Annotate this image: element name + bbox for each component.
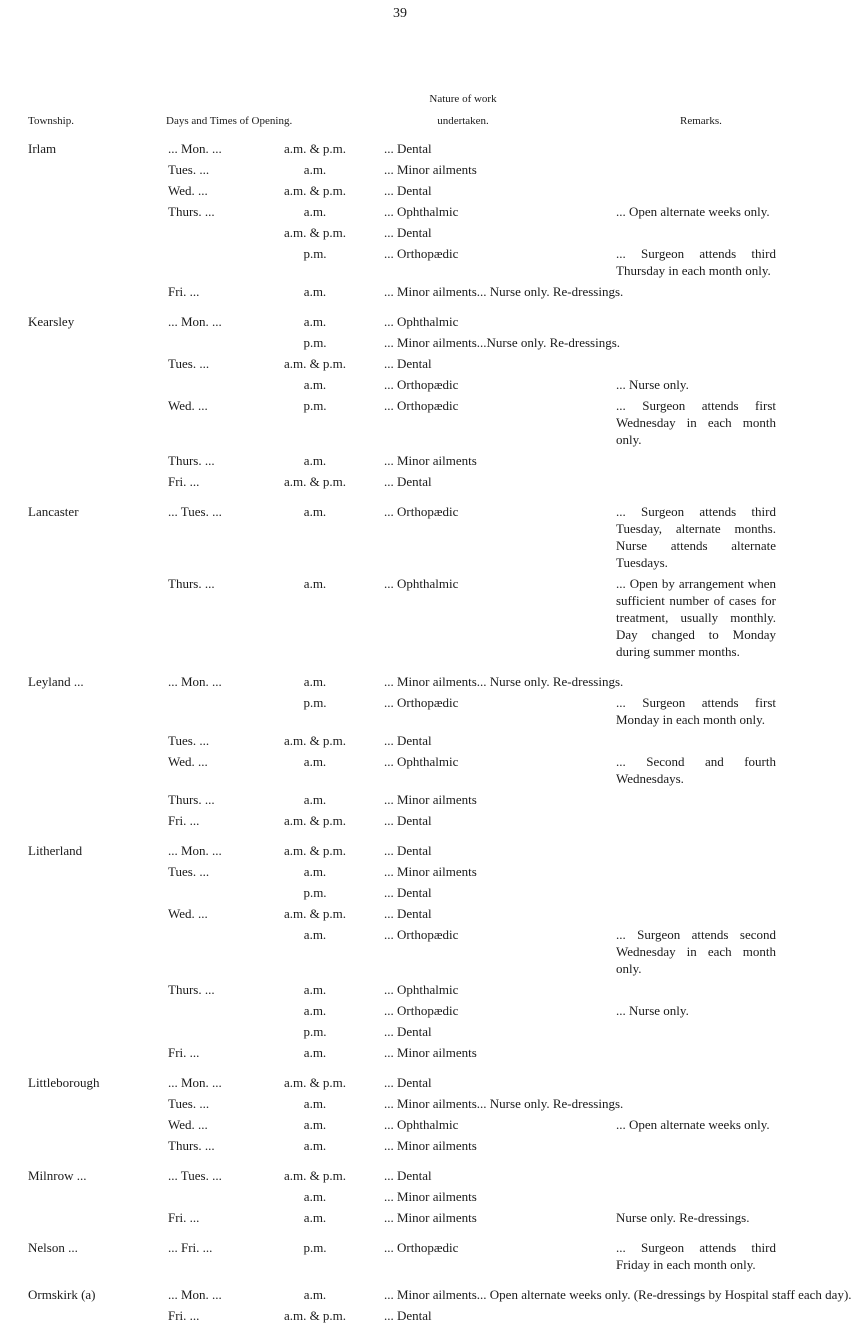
day-cell: ... Tues. ... <box>168 1168 222 1183</box>
table-row <box>0 1002 800 1023</box>
township-cell: Nelson ... <box>28 1240 78 1255</box>
nature-of-work-cell: ... Dental <box>384 906 432 921</box>
table-row <box>0 1095 800 1116</box>
time-cell: a.m. <box>303 927 327 942</box>
day-cell: Thurs. ... <box>168 1138 215 1153</box>
nature-of-work-cell: ... Dental <box>384 1024 432 1039</box>
nature-of-work-cell: ... Orthopædic <box>384 504 459 519</box>
nature-of-work-cell: ... Dental <box>384 356 432 371</box>
time-cell: a.m. & p.m. <box>283 813 347 828</box>
nature-of-work-cell: ... Dental <box>384 1075 432 1090</box>
nature-of-work-cell: ... Dental <box>384 843 432 858</box>
nature-of-work-cell: ... Dental <box>384 474 432 489</box>
time-cell: a.m. <box>303 314 327 329</box>
nature-of-work-cell: ... Orthopædic <box>384 246 459 261</box>
day-cell: Tues. ... <box>168 1096 210 1111</box>
table-row <box>0 842 800 863</box>
header-days-times: Days and Times of Opening. <box>166 115 293 127</box>
table-row <box>0 355 800 376</box>
table-row <box>0 1188 800 1209</box>
table-row <box>0 732 800 753</box>
nature-of-work-cell: ... Dental <box>384 141 432 156</box>
nature-of-work-cell: ... Minor ailments <box>384 1210 477 1225</box>
table-row <box>0 503 800 575</box>
nature-of-work-cell: ... Minor ailments <box>384 1045 477 1060</box>
table-row <box>0 673 800 694</box>
day-cell: Fri. ... <box>168 813 200 828</box>
table-row <box>0 1209 800 1230</box>
day-cell: Fri. ... <box>168 474 200 489</box>
table-row <box>0 1239 800 1277</box>
nature-of-work-cell: ... Minor ailments... Nurse only. Re-dressings. <box>384 284 624 299</box>
remarks-cell: ... Nurse only. <box>616 377 689 392</box>
nature-of-work-cell: ... Minor ailments <box>384 1189 477 1204</box>
time-cell: p.m. <box>303 398 327 413</box>
table-row <box>0 694 800 732</box>
nature-of-work-cell: ... Dental <box>384 813 432 828</box>
nature-of-work-cell: ... Ophthalmic <box>384 754 459 769</box>
remarks-cell: ... Open by arrangement when sufficient number of cases for treatment, usually monthly. Day changed to Monday during summer months. <box>616 576 776 659</box>
time-cell: a.m. & p.m. <box>283 843 347 858</box>
time-cell: a.m. <box>303 1003 327 1018</box>
table-row <box>0 224 800 245</box>
table-row <box>0 334 800 355</box>
time-cell: a.m. <box>303 504 327 519</box>
nature-of-work-cell: ... Orthopædic <box>384 927 459 942</box>
day-cell: ... Mon. ... <box>168 674 222 689</box>
table-row <box>0 161 800 182</box>
nature-of-work-cell: ... Minor ailments...Nurse only. Re-dressings. <box>384 335 621 350</box>
time-cell: a.m. & p.m. <box>283 183 347 198</box>
table-row <box>0 1137 800 1158</box>
header-nature-line1: Nature of work <box>429 93 497 105</box>
day-cell: ... Mon. ... <box>168 1287 222 1302</box>
table-row <box>0 397 800 452</box>
day-cell: ... Mon. ... <box>168 314 222 329</box>
table-row <box>0 245 800 283</box>
table-row <box>0 812 800 833</box>
time-cell: a.m. <box>303 453 327 468</box>
table-row <box>0 753 800 791</box>
remarks-cell: ... Second and fourth Wednesdays. <box>616 754 776 786</box>
time-cell: a.m. <box>303 1189 327 1204</box>
day-cell: Wed. ... <box>168 398 208 413</box>
time-cell: a.m. <box>303 982 327 997</box>
day-cell: Thurs. ... <box>168 453 215 468</box>
nature-of-work-cell: ... Dental <box>384 733 432 748</box>
nature-of-work-cell: ... Ophthalmic <box>384 982 459 997</box>
remarks-cell: ... Surgeon attends third Thursday in each month only. <box>616 246 776 278</box>
nature-of-work-cell: ... Minor ailments <box>384 162 477 177</box>
time-cell: p.m. <box>303 335 327 350</box>
nature-of-work-cell: ... Minor ailments <box>384 864 477 879</box>
table-row <box>0 863 800 884</box>
table-row <box>0 283 800 304</box>
time-cell: a.m. <box>303 576 327 591</box>
nature-of-work-cell: ... Dental <box>384 225 432 240</box>
township-cell: Leyland ... <box>28 674 84 689</box>
day-cell: Wed. ... <box>168 906 208 921</box>
remarks-cell: ... Open alternate weeks only. <box>616 1117 770 1132</box>
header-nature-line2: undertaken. <box>437 115 489 127</box>
table-row <box>0 575 800 664</box>
nature-of-work-cell: ... Ophthalmic <box>384 1117 459 1132</box>
time-cell: a.m. & p.m. <box>283 1075 347 1090</box>
table-row <box>0 1023 800 1044</box>
nature-of-work-cell: ... Minor ailments... Open alternate weeks only. (Re-dressings by Hospital staff each day). <box>384 1287 852 1302</box>
table-row <box>0 926 800 981</box>
nature-of-work-cell: ... Minor ailments... Nurse only. Re-dressings. <box>384 674 624 689</box>
header-nature-of-work <box>383 93 543 127</box>
nature-of-work-cell: ... Dental <box>384 885 432 900</box>
nature-of-work-cell: ... Orthopædic <box>384 377 459 392</box>
table-row <box>0 1116 800 1137</box>
table-row <box>0 1044 800 1065</box>
day-cell: Thurs. ... <box>168 576 215 591</box>
table-row <box>0 376 800 397</box>
time-cell: a.m. <box>303 377 327 392</box>
nature-of-work-cell: ... Minor ailments <box>384 453 477 468</box>
table-row <box>0 452 800 473</box>
day-cell: Thurs. ... <box>168 792 215 807</box>
township-cell: Irlam <box>28 141 57 156</box>
table-row <box>0 981 800 1002</box>
remarks-cell: ... Surgeon attends first Monday in each month only. <box>616 695 776 727</box>
time-cell: p.m. <box>303 695 327 710</box>
time-cell: a.m. <box>303 1138 327 1153</box>
nature-of-work-cell: ... Minor ailments... Nurse only. Re-dressings. <box>384 1096 624 1111</box>
table-row <box>0 1286 852 1307</box>
table-row <box>0 140 800 161</box>
time-cell: p.m. <box>303 1024 327 1039</box>
table-row <box>0 1074 800 1095</box>
nature-of-work-cell: ... Minor ailments <box>384 792 477 807</box>
day-cell: Tues. ... <box>168 733 210 748</box>
time-cell: p.m. <box>303 1240 327 1255</box>
remarks-cell: ... Surgeon attends third Friday in each month only. <box>616 1240 776 1272</box>
time-cell: a.m. & p.m. <box>283 733 347 748</box>
table-row <box>0 905 800 926</box>
table-row <box>0 791 800 812</box>
time-cell: a.m. & p.m. <box>283 474 347 489</box>
time-cell: a.m. <box>303 674 327 689</box>
schedule-table <box>0 140 852 1328</box>
nature-of-work-cell: ... Orthopædic <box>384 1240 459 1255</box>
day-cell: ... Fri. ... <box>168 1240 213 1255</box>
time-cell: a.m. <box>303 1210 327 1225</box>
table-row <box>0 884 800 905</box>
table-row <box>0 203 800 224</box>
nature-of-work-cell: ... Orthopædic <box>384 1003 459 1018</box>
time-cell: a.m. <box>303 1096 327 1111</box>
day-cell: Fri. ... <box>168 1045 200 1060</box>
remarks-cell: ... Surgeon attends second Wednesday in each month only. <box>616 927 776 976</box>
table-row <box>0 1167 800 1188</box>
time-cell: a.m. <box>303 1287 327 1302</box>
table-row <box>0 313 800 334</box>
day-cell: Fri. ... <box>168 1210 200 1225</box>
township-cell: Littleborough <box>28 1075 100 1090</box>
time-cell: a.m. & p.m. <box>283 141 347 156</box>
day-cell: Wed. ... <box>168 754 208 769</box>
remarks-cell: ... Nurse only. <box>616 1003 689 1018</box>
township-cell: Milnrow ... <box>28 1168 87 1183</box>
time-cell: a.m. <box>303 754 327 769</box>
township-cell: Kearsley <box>28 314 75 329</box>
day-cell: Thurs. ... <box>168 204 215 219</box>
remarks-cell: ... Open alternate weeks only. <box>616 204 770 219</box>
time-cell: a.m. & p.m. <box>283 1308 347 1323</box>
nature-of-work-cell: ... Orthopædic <box>384 695 459 710</box>
time-cell: a.m. & p.m. <box>283 225 347 240</box>
nature-of-work-cell: ... Dental <box>384 183 432 198</box>
remarks-cell: Nurse only. Re-dressings. <box>616 1210 750 1225</box>
day-cell: ... Mon. ... <box>168 1075 222 1090</box>
time-cell: a.m. & p.m. <box>283 906 347 921</box>
time-cell: p.m. <box>303 246 327 261</box>
day-cell: Tues. ... <box>168 864 210 879</box>
time-cell: a.m. & p.m. <box>283 1168 347 1183</box>
time-cell: a.m. & p.m. <box>283 356 347 371</box>
time-cell: a.m. <box>303 284 327 299</box>
nature-of-work-cell: ... Ophthalmic <box>384 204 459 219</box>
time-cell: a.m. <box>303 204 327 219</box>
day-cell: ... Mon. ... <box>168 843 222 858</box>
time-cell: a.m. <box>303 792 327 807</box>
remarks-cell: ... Surgeon attends third Tuesday, alternate months. Nurse attends alternate Tuesdays. <box>616 504 776 570</box>
nature-of-work-cell: ... Orthopædic <box>384 398 459 413</box>
day-cell: Fri. ... <box>168 1308 200 1323</box>
nature-of-work-cell: ... Ophthalmic <box>384 576 459 591</box>
table-row <box>0 473 800 494</box>
header-township: Township. <box>28 115 74 127</box>
table-row <box>0 1307 800 1328</box>
nature-of-work-cell: ... Minor ailments <box>384 1138 477 1153</box>
day-cell: Tues. ... <box>168 356 210 371</box>
table-row <box>0 182 800 203</box>
time-cell: a.m. <box>303 864 327 879</box>
nature-of-work-cell: ... Dental <box>384 1168 432 1183</box>
remarks-cell: ... Surgeon attends first Wednesday in each month only. <box>616 398 776 447</box>
township-cell: Lancaster <box>28 504 79 519</box>
township-cell: Litherland <box>28 843 83 858</box>
day-cell: Wed. ... <box>168 1117 208 1132</box>
page-number: 39 <box>393 6 407 21</box>
nature-of-work-cell: ... Ophthalmic <box>384 314 459 329</box>
time-cell: a.m. <box>303 162 327 177</box>
township-cell: Ormskirk (a) <box>28 1287 96 1302</box>
day-cell: Fri. ... <box>168 284 200 299</box>
time-cell: p.m. <box>303 885 327 900</box>
day-cell: Thurs. ... <box>168 982 215 997</box>
day-cell: ... Mon. ... <box>168 141 222 156</box>
header-remarks: Remarks. <box>680 115 722 127</box>
day-cell: ... Tues. ... <box>168 504 222 519</box>
time-cell: a.m. <box>303 1117 327 1132</box>
day-cell: Tues. ... <box>168 162 210 177</box>
nature-of-work-cell: ... Dental <box>384 1308 432 1323</box>
day-cell: Wed. ... <box>168 183 208 198</box>
time-cell: a.m. <box>303 1045 327 1060</box>
